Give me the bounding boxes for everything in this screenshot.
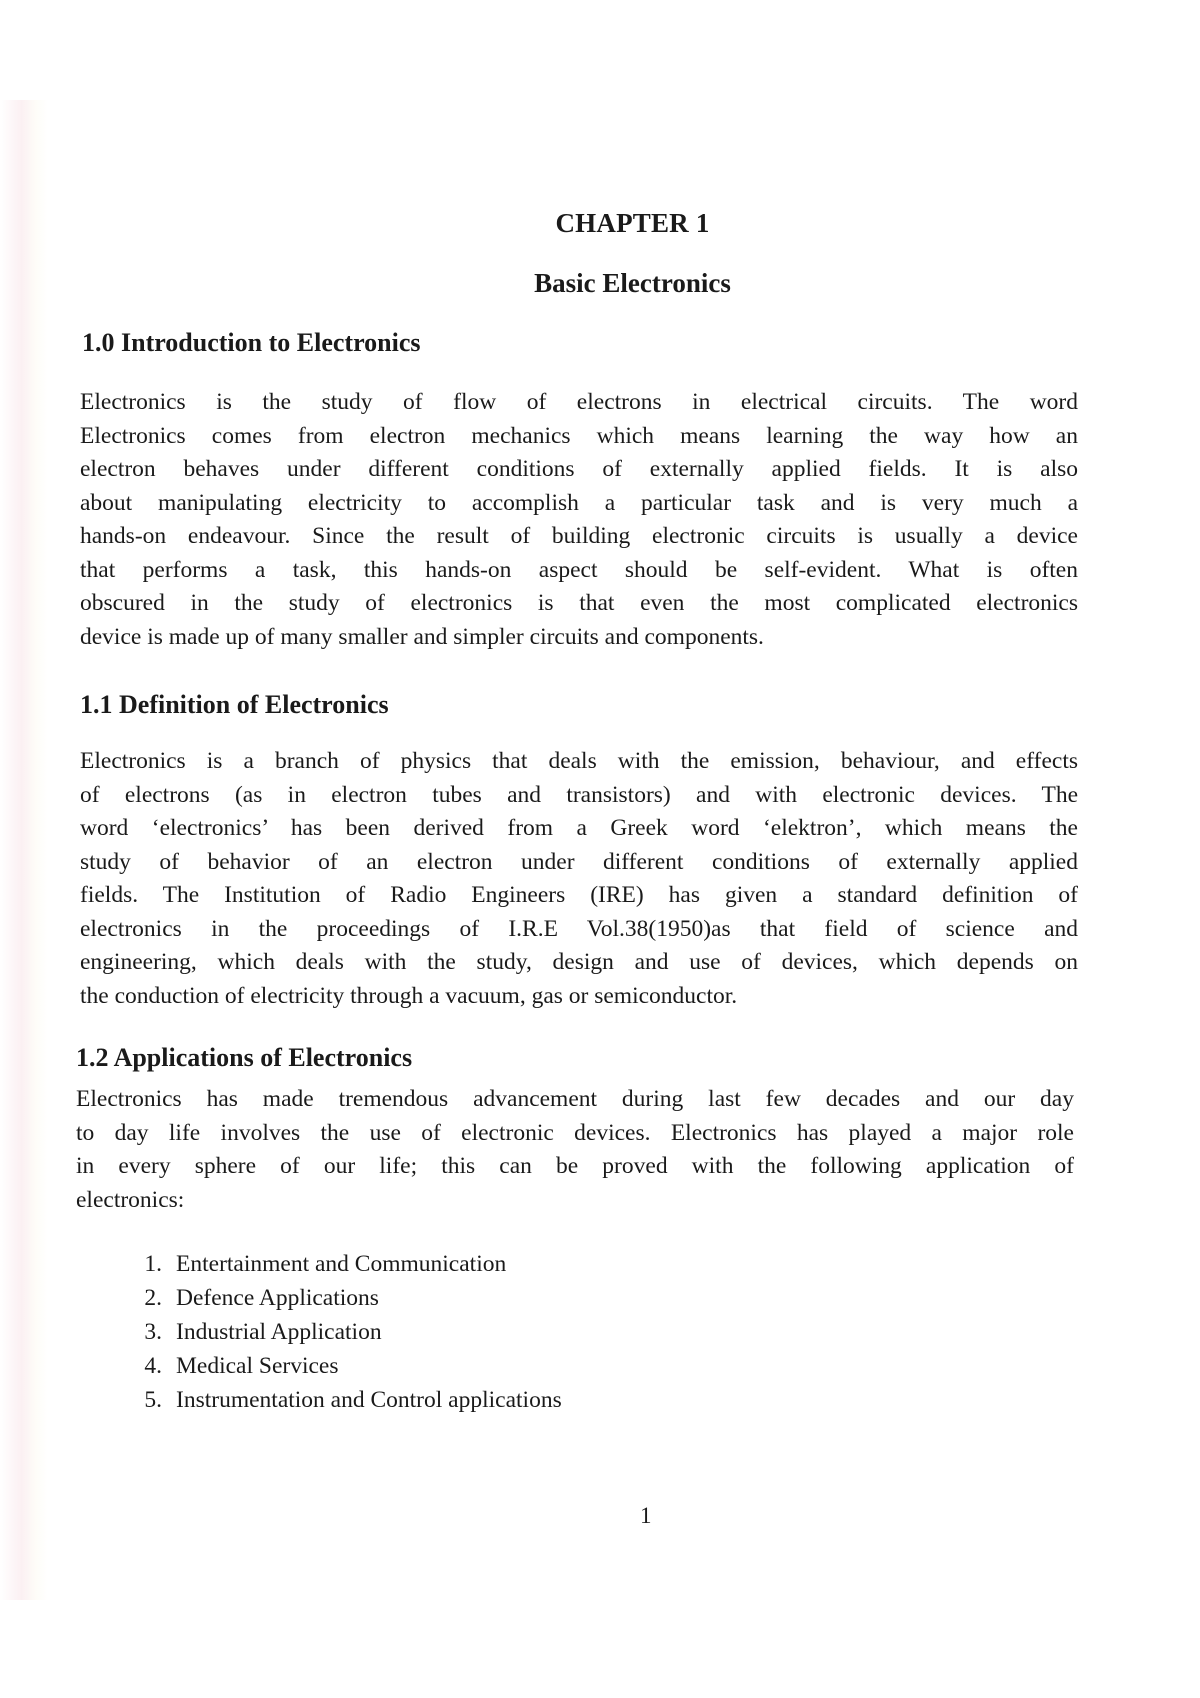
- paragraph-line: device is made up of many smaller and simpler circuits and components.: [80, 623, 764, 650]
- paragraph-line: Electronics has made tremendous advancement during last few decades and our day: [76, 1086, 1074, 1112]
- list-item: [120, 1247, 562, 1281]
- paragraph-line: word ‘electronics’ has been derived from a Greek word ‘elektron’, which means the: [80, 815, 1078, 841]
- paragraph-line: Electronics comes from electron mechanics which means learning the way how an: [80, 422, 1078, 449]
- paragraph-line: obscured in the study of electronics is that even the most complicated electronics: [80, 590, 1078, 616]
- paragraph-line: electronics:: [76, 1186, 185, 1213]
- chapter-title: Basic Electronics: [534, 268, 731, 298]
- list-item: [120, 1315, 562, 1349]
- list-item-text: Defence Applications: [176, 1285, 379, 1311]
- list-item-text: Industrial Application: [176, 1319, 382, 1345]
- list-item: [120, 1383, 562, 1417]
- list-item-number: 4.: [144, 1353, 162, 1379]
- page-number: 1: [640, 1503, 652, 1528]
- paragraph-line: electron behaves under different conditions of externally applied fields. It is also: [80, 456, 1078, 482]
- paragraph-line: fields. The Institution of Radio Engineers (IRE) has given a standard definition of: [80, 882, 1078, 908]
- list-item-text: Entertainment and Communication: [176, 1251, 507, 1277]
- paragraph-line: to day life involves the use of electronic devices. Electronics has played a major role: [76, 1119, 1074, 1146]
- paragraph-line: electronics in the proceedings of I.R.E Vol.38(1950)as that field of science and: [80, 915, 1078, 942]
- section-paragraph-definition: [80, 745, 1078, 1013]
- paragraph-line: Electronics is the study of flow of electrons in electrical circuits. The word: [80, 389, 1078, 415]
- list-item-text: Medical Services: [176, 1353, 339, 1379]
- applications-list: [120, 1247, 562, 1417]
- paragraph-line: study of behavior of an electron under different conditions of externally applied: [80, 848, 1078, 875]
- section-heading-definition: 1.1 Definition of Electronics: [80, 690, 389, 719]
- section-paragraph-applications: [76, 1083, 1074, 1217]
- paragraph-line: hands-on endeavour. Since the result of building electronic circuits is usually a device: [80, 523, 1078, 549]
- list-item-number: 3.: [144, 1319, 162, 1345]
- section-heading-applications: 1.2 Applications of Electronics: [76, 1043, 413, 1072]
- paragraph-line: about manipulating electricity to accomplish a particular task and is very much a: [80, 489, 1078, 516]
- paragraph-line: of electrons (as in electron tubes and transistors) and with electronic devices. The: [80, 781, 1078, 808]
- list-item: [120, 1281, 562, 1315]
- list-item-number: 1.: [144, 1251, 162, 1277]
- paragraph-line: engineering, which deals with the study, design and use of devices, which depends on: [80, 949, 1078, 975]
- paragraph-line: in every sphere of our life; this can be proved with the following application of: [76, 1153, 1074, 1179]
- section-paragraph-introduction: [80, 386, 1078, 654]
- list-item-text: Instrumentation and Control applications: [176, 1387, 562, 1413]
- scan-edge-artifact: [0, 100, 48, 1600]
- section-heading-introduction: 1.0 Introduction to Electronics: [82, 328, 421, 357]
- chapter-label: CHAPTER 1: [555, 208, 710, 238]
- paragraph-line: that performs a task, this hands-on aspect should be self-evident. What is often: [80, 556, 1078, 583]
- paragraph-line: the conduction of electricity through a vacuum, gas or semiconductor.: [80, 982, 738, 1009]
- list-item-number: 2.: [144, 1285, 162, 1311]
- paragraph-line: Electronics is a branch of physics that deals with the emission, behaviour, and effects: [80, 748, 1078, 774]
- list-item: [120, 1349, 562, 1383]
- list-item-number: 5.: [144, 1387, 162, 1413]
